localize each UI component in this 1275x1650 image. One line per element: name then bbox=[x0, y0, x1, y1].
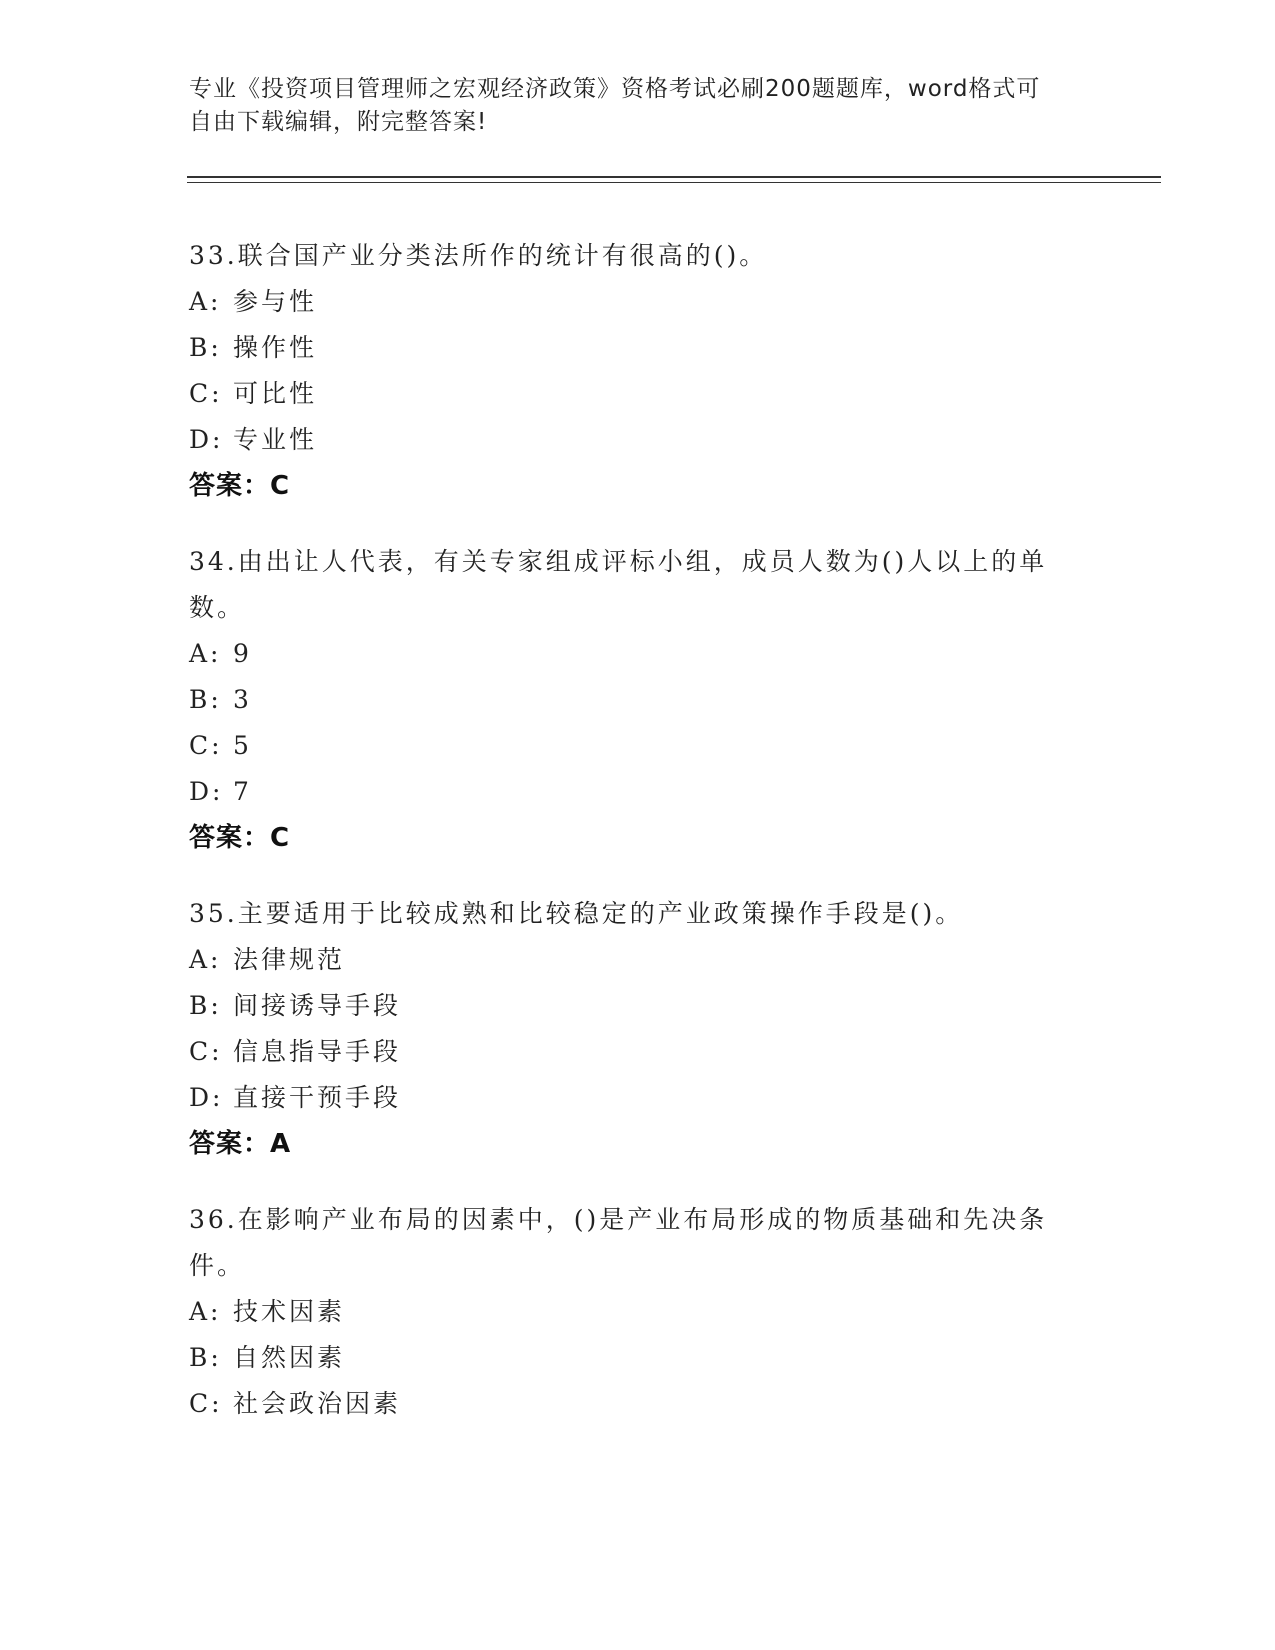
option-c bbox=[189, 371, 1089, 417]
option-text: 9 bbox=[233, 639, 252, 668]
option-text: 参与性 bbox=[233, 287, 318, 316]
question-33 bbox=[189, 233, 1089, 509]
answer-line: 答案：C bbox=[189, 823, 291, 853]
option-letter: A: bbox=[189, 287, 222, 316]
option-text: 法律规范 bbox=[233, 945, 346, 974]
option-text: 操作性 bbox=[233, 333, 318, 362]
question-35 bbox=[189, 891, 1089, 1167]
option-text: 可比性 bbox=[233, 379, 318, 408]
answer-line: 答案：A bbox=[189, 1129, 292, 1159]
option-d bbox=[189, 1075, 1089, 1121]
header-divider-bottom bbox=[187, 182, 1161, 183]
option-c bbox=[189, 1029, 1089, 1075]
question-stem: 33.联合国产业分类法所作的统计有很高的()。 bbox=[189, 241, 768, 270]
option-letter: A: bbox=[189, 639, 222, 668]
question-list bbox=[189, 233, 1089, 1457]
option-b bbox=[189, 1335, 1089, 1381]
option-text: 技术因素 bbox=[233, 1297, 346, 1326]
option-letter: A: bbox=[189, 945, 222, 974]
question-stem: 35.主要适用于比较成熟和比较稳定的产业政策操作手段是()。 bbox=[189, 899, 964, 928]
option-d bbox=[189, 769, 1089, 815]
option-letter: B: bbox=[189, 333, 222, 362]
option-text: 直接干预手段 bbox=[233, 1083, 402, 1112]
option-b bbox=[189, 983, 1089, 1029]
option-b bbox=[189, 677, 1089, 723]
option-letter: B: bbox=[189, 685, 222, 714]
option-a bbox=[189, 937, 1089, 983]
option-text: 信息指导手段 bbox=[233, 1037, 402, 1066]
question-36 bbox=[189, 1197, 1089, 1427]
option-text: 3 bbox=[233, 685, 252, 714]
option-letter: C: bbox=[189, 731, 223, 760]
header-line-1: 专业《投资项目管理师之宏观经济政策》资格考试必刷200题题库，word格式可 bbox=[189, 76, 1041, 102]
option-text: 社会政治因素 bbox=[233, 1389, 402, 1418]
option-text: 自然因素 bbox=[233, 1343, 346, 1372]
option-c bbox=[189, 723, 1089, 769]
option-d bbox=[189, 417, 1089, 463]
option-letter: C: bbox=[189, 379, 223, 408]
option-a bbox=[189, 631, 1089, 677]
option-text: 5 bbox=[233, 731, 252, 760]
option-letter: A: bbox=[189, 1297, 222, 1326]
header-divider-top bbox=[187, 176, 1161, 178]
option-letter: D: bbox=[189, 777, 224, 806]
option-letter: D: bbox=[189, 1083, 224, 1112]
question-34 bbox=[189, 539, 1089, 861]
header-line-2: 自由下载编辑，附完整答案! bbox=[189, 109, 488, 135]
document-header bbox=[189, 73, 1069, 139]
answer-line: 答案：C bbox=[189, 471, 291, 501]
option-text: 专业性 bbox=[233, 425, 318, 454]
option-b bbox=[189, 325, 1089, 371]
option-letter: D: bbox=[189, 425, 224, 454]
option-text: 间接诱导手段 bbox=[233, 991, 402, 1020]
option-c bbox=[189, 1381, 1089, 1427]
question-stem: 34.由出让人代表，有关专家组成评标小组，成员人数为()人以上的单数。 bbox=[189, 547, 1048, 622]
option-a bbox=[189, 1289, 1089, 1335]
option-letter: C: bbox=[189, 1037, 223, 1066]
question-stem: 36.在影响产业布局的因素中，()是产业布局形成的物质基础和先决条件。 bbox=[189, 1205, 1048, 1280]
option-a bbox=[189, 279, 1089, 325]
option-letter: C: bbox=[189, 1389, 223, 1418]
option-letter: B: bbox=[189, 1343, 222, 1372]
option-letter: B: bbox=[189, 991, 222, 1020]
option-text: 7 bbox=[233, 777, 252, 806]
